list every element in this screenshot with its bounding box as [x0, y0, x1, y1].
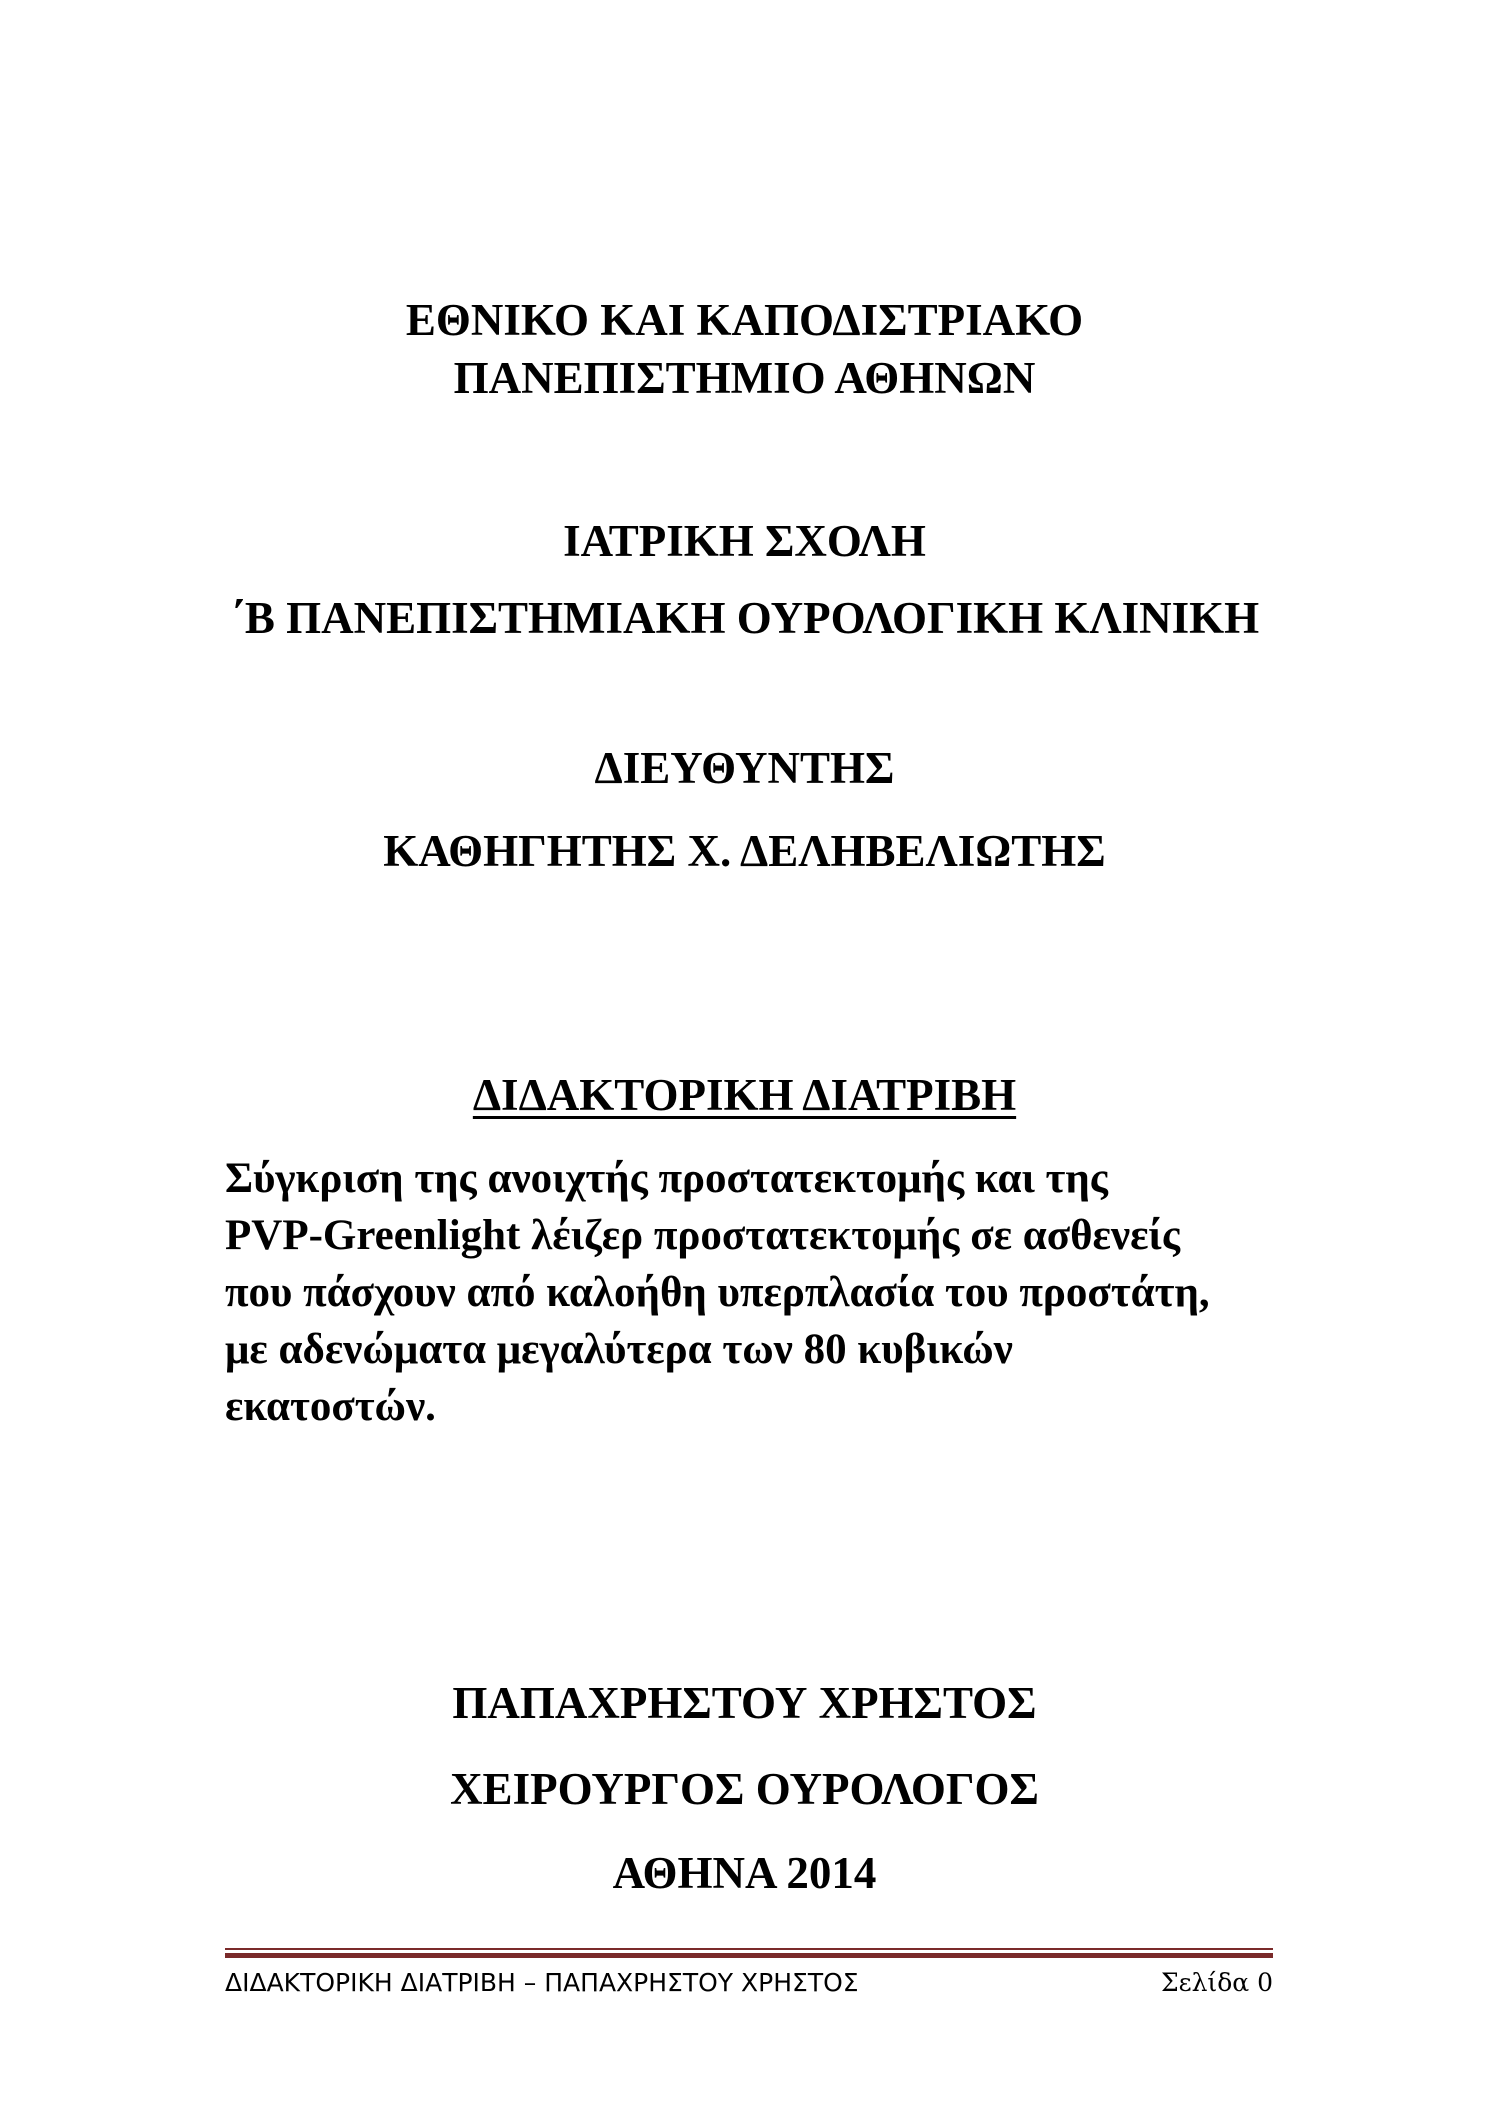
page-number: Σελίδα 0 — [1160, 1968, 1273, 1997]
clinic-name: ΄Β ΠΑΝΕΠΙΣΤΗΜΙΑΚΗ ΟΥΡΟΛΟΓΙΚΗ ΚΛΙΝΙΚΗ — [229, 593, 1260, 643]
thesis-title-line: με αδενώματα μεγαλύτερα των 80 κυβικών — [225, 1326, 1013, 1373]
thesis-title — [225, 1150, 1305, 1435]
thesis-label — [0, 1067, 1489, 1123]
thesis-title-line: εκατοστών. — [225, 1383, 436, 1430]
thesis-title-line: που πάσχουν από καλοήθη υπερπλασία του προστάτη, — [225, 1269, 1210, 1316]
author-name: ΠΑΠΑΧΡΗΣΤΟΥ ΧΡΗΣΤΟΣ — [452, 1678, 1037, 1728]
university-name-line-1: ΕΘΝΙΚΟ ΚΑΙ ΚΑΠΟΔΙΣΤΡΙΑΚΟ — [405, 295, 1084, 345]
thesis-label-text: ΔΙΔΑΚΤΟΡΙΚΗ ΔΙΑΤΡΙΒΗ — [472, 1070, 1017, 1120]
footer-rule-thin — [225, 1948, 1273, 1950]
school-name: ΙΑΤΡΙΚΗ ΣΧΟΛΗ — [563, 516, 926, 566]
place-year: ΑΘΗΝΑ 2014 — [612, 1848, 877, 1898]
footer-running-title: ΔΙΔΑΚΤΟΡΙΚΗ ΔΙΑΤΡΙΒΗ – ΠΑΠΑΧΡΗΣΤΟΥ ΧΡΗΣΤΟΣ — [225, 1968, 859, 1997]
university-name-line-2: ΠΑΝΕΠΙΣΤΗΜΙΟ ΑΘΗΝΩΝ — [453, 353, 1036, 403]
director-name: ΚΑΘΗΓΗΤΗΣ Χ. ΔΕΛΗΒΕΛΙΩΤΗΣ — [383, 826, 1106, 876]
footer-rule-thick — [225, 1953, 1273, 1958]
director-label: ΔΙΕΥΘΥΝΤΗΣ — [594, 743, 895, 793]
thesis-title-line: Σύγκριση της ανοιχτής προστατεκτομής και της — [225, 1155, 1108, 1202]
author-profession: ΧΕΙΡΟΥΡΓΟΣ ΟΥΡΟΛΟΓΟΣ — [450, 1764, 1039, 1814]
thesis-title-line: PVP-Greenlight λέιζερ προστατεκτομής σε ασθενείς — [225, 1212, 1180, 1259]
